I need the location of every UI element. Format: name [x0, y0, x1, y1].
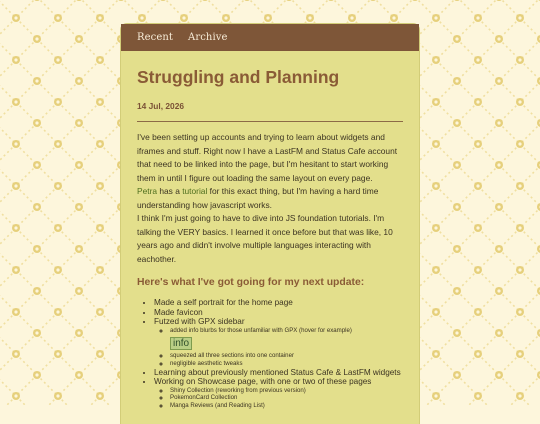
update-heading: Here's what I've got going for my next update: — [137, 277, 365, 288]
list-item — [154, 377, 403, 409]
post-title: Struggling and Planning — [137, 67, 340, 87]
paragraph-2-rest: for this exact thing, but I'm having a hard time understanding how javascript works. — [137, 186, 379, 210]
paragraph-2-mid: has a — [157, 186, 183, 196]
list-item-label: Futzed with GPX sidebar — [154, 317, 245, 327]
info-hover-example[interactable]: info — [170, 337, 192, 350]
nav-link-recent[interactable]: Recent — [137, 32, 174, 43]
sub-list-item: ◦ squeezed all three sections into one container — [170, 352, 403, 360]
nav-link-archive[interactable]: Archive — [188, 32, 228, 43]
sub-list — [154, 327, 403, 368]
tutorial-link[interactable]: tutorial — [182, 186, 208, 196]
top-navbar — [121, 24, 419, 51]
post-paragraph-1: I've been setting up accounts and trying to learn about widgets and iframes and stuff. Right now I have a LastFM and Status Cafe account that need to be linked into the page, but I'm hesitant to start working them in until I figure out loading the same layout on every page. — [137, 132, 398, 183]
list-item: • Learning about previously mentioned Status Cafe & LastFM widgets — [154, 368, 403, 378]
post-paragraph-3: I think I'm just going to have to dive into JS foundation tutorials. I'm talking the VERY basics. I learned it once before but that was like, 10 years ago and didn't involve multiple languages interacting with eachother. — [137, 213, 393, 264]
sub-list-item: ◦ Shiny Collection (reworking from previous version) — [170, 387, 403, 395]
sub-list-item: ◦ PokemonCard Collection — [170, 394, 403, 402]
sub-list — [154, 387, 403, 410]
update-list — [137, 298, 403, 410]
blog-post-card — [121, 24, 419, 424]
sub-list-item: ◦ Manga Reviews (and Reading List) — [170, 402, 403, 410]
title-divider — [137, 121, 403, 122]
list-item-label: Working on Showcase page, with one or two of these pages — [154, 377, 372, 387]
sub-list-item-label: added info blurbs for those unfamiliar with GPX (hover for example) — [170, 326, 352, 334]
list-item: • Made a self portrait for the home page — [154, 298, 403, 308]
list-item: • Made favicon — [154, 308, 403, 318]
post-date: 14 Jul, 2026 — [137, 101, 185, 111]
sub-list-item: ◦ negligible aesthetic tweaks — [170, 360, 403, 368]
post-content — [121, 51, 419, 410]
sub-list-item — [170, 327, 403, 353]
petra-link[interactable]: Petra — [137, 186, 158, 196]
list-item — [154, 317, 403, 367]
post-paragraph-2 — [137, 185, 403, 212]
